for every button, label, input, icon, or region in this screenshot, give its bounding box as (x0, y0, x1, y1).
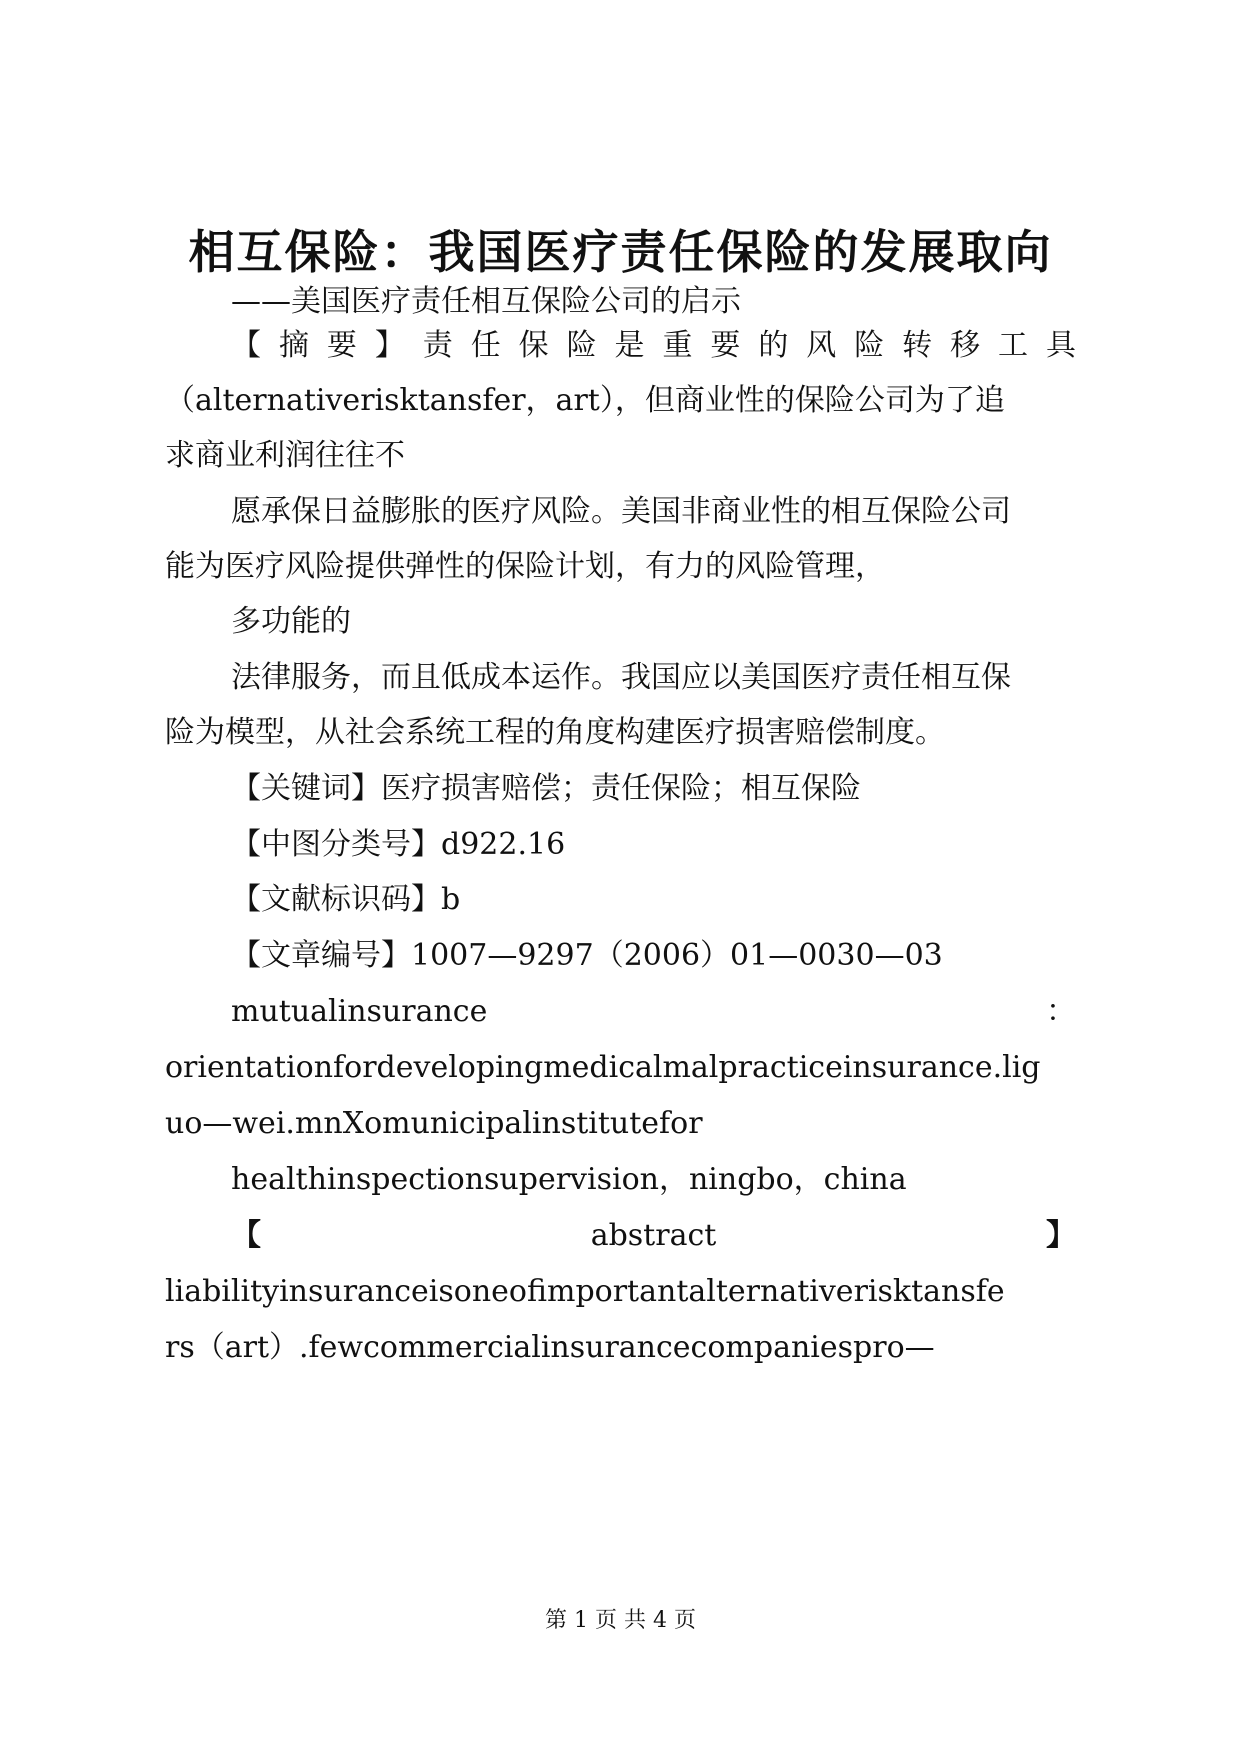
abstract-char: 要 (326, 328, 357, 363)
abstract-char: 重 (662, 328, 693, 363)
english-line: rs（art）.fewcommercialinsurancecompaniespro— (165, 1330, 935, 1365)
english-line: uo—wei.mnXomunicipalinstitutefor (165, 1106, 703, 1141)
abstract-char: 具 (1045, 328, 1076, 363)
abstract-bracket-open: 【 (231, 1218, 261, 1253)
abstract-char: 要 (710, 328, 741, 363)
abstract-char: 】 (374, 328, 405, 363)
abstract-line: 法律服务，而且低成本运作。我国应以美国医疗责任相互保 (231, 660, 1011, 695)
abstract-char: 的 (758, 328, 789, 363)
abstract-char: 摘 (278, 328, 309, 363)
english-line: orientationfordevelopingmedicalmalpracticeinsurance.lig (165, 1050, 1041, 1085)
abstract-char: 工 (998, 328, 1028, 363)
abstract-char: 转 (902, 328, 933, 363)
abstract-line: 多功能的 (231, 604, 351, 639)
abstract-line: （alternativerisktansfer，art），但商业性的保险公司为了追 (165, 383, 1005, 418)
english-title-colon: ： (1046, 994, 1076, 1029)
english-line: liabilityinsuranceisoneofimportantalternativerisktansfe (165, 1274, 1005, 1309)
keywords: 【关键词】医疗损害赔偿；责任保险；相互保险 (231, 771, 861, 806)
abstract-line: 愿承保日益膨胀的医疗风险。美国非商业性的相互保险公司 (231, 494, 1011, 529)
abstract-char: 险 (854, 328, 885, 363)
abstract-char: 移 (950, 328, 981, 363)
article-number: 【文章编号】1007—9297（2006）01—0030—03 (231, 938, 943, 973)
subtitle: ——美国医疗责任相互保险公司的启示 (231, 284, 741, 319)
abstract-char: 险 (566, 328, 597, 363)
english-title-line (231, 992, 1076, 1032)
document-title: 相互保险：我国医疗责任保险的发展取向 (188, 225, 1053, 279)
abstract-line: 求商业利润往往不 (165, 438, 405, 473)
abstract-bracket-close: 】 (1046, 1218, 1076, 1253)
abstract-heading: abstract (590, 1218, 717, 1253)
abstract-char: 【 (231, 328, 261, 363)
abstract-line: 能为医疗风险提供弹性的保险计划，有力的风险管理， (165, 549, 885, 584)
page-footer: 第 1 页 共 4 页 (545, 1608, 696, 1633)
abstract-line: 险为模型，从社会系统工程的角度构建医疗损害赔偿制度。 (165, 715, 945, 750)
abstract-char: 任 (470, 328, 501, 363)
english-line: healthinspectionsupervision，ningbo，china (231, 1162, 907, 1197)
abstract-char: 风 (806, 328, 837, 363)
abstract-first-line (231, 326, 1076, 366)
document-code: 【文献标识码】b (231, 882, 461, 917)
english-abstract-heading (231, 1216, 1076, 1256)
classification-number: 【中图分类号】d922.16 (231, 827, 566, 862)
abstract-char: 是 (614, 328, 645, 363)
english-title: mutualinsurance (231, 994, 488, 1029)
abstract-char: 保 (518, 328, 549, 363)
abstract-char: 责 (422, 328, 453, 363)
